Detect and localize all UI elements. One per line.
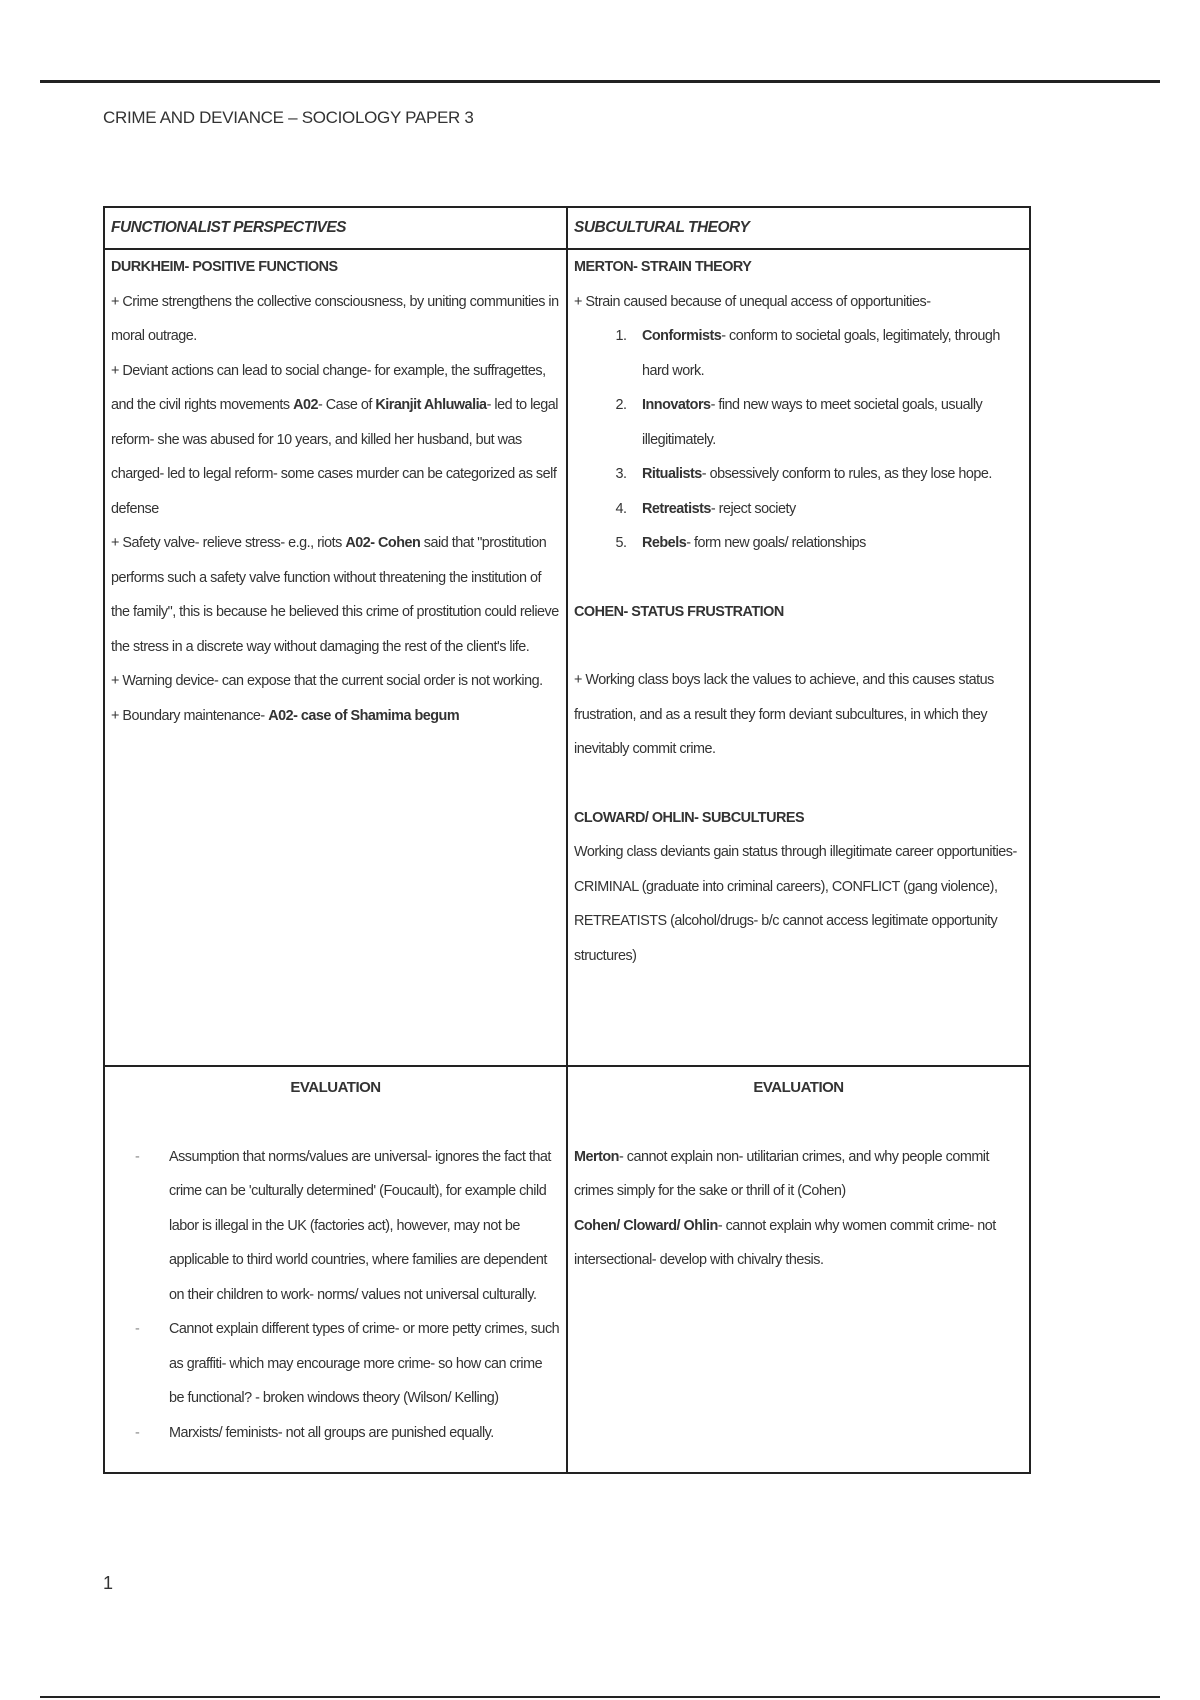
- spacer: [574, 629, 1023, 663]
- subcultural-cell: [567, 249, 1030, 1066]
- case-name: A02- case of Shamima begum: [268, 707, 460, 724]
- text: + Boundary maintenance-: [111, 707, 269, 724]
- merton-evaluation: [574, 1140, 1023, 1209]
- list-item: - Marxists/ feminists- not all groups are punished equally.: [161, 1416, 560, 1451]
- durkheim-heading: DURKHEIM- POSITIVE FUNCTIONS: [111, 259, 338, 275]
- desc: - obsessively conform to rules, as they lose hope.: [701, 466, 992, 482]
- bottom-rule: [40, 1696, 1160, 1698]
- merton-intro: + Strain caused because of unequal access of opportunities-: [574, 293, 931, 310]
- evaluation-title: EVALUATION: [753, 1079, 844, 1096]
- evaluation-title: EVALUATION: [290, 1079, 381, 1096]
- term: Rebels: [642, 535, 687, 551]
- subcultural-header: SUBCULTURAL THEORY: [567, 207, 1030, 249]
- evaluation-row: [104, 1066, 1030, 1473]
- text: - Case of: [317, 397, 376, 413]
- text: + Deviant actions can lead to social change- for example, the suffragettes, and the civil rights movements: [111, 362, 546, 413]
- point-safety-valve: [111, 526, 560, 664]
- case-name: Kiranjit Ahluwalia: [375, 397, 487, 413]
- desc: - find new ways to meet societal goals, usually illegitimately.: [642, 397, 983, 448]
- functionalist-header: FUNCTIONALIST PERSPECTIVES: [104, 207, 567, 249]
- list-item: - Cannot explain different types of crime- or more petty crimes, such as graffiti- which may encourage more crime- so how can crime be functional? - broken windows theory (Wilson/ Kelling): [161, 1312, 560, 1416]
- functionalist-evaluation-cell: [104, 1066, 567, 1473]
- term: Ritualists: [642, 466, 702, 482]
- spacer: [574, 1106, 1023, 1140]
- cohen-text: + Working class boys lack the values to achieve, and this causes status frustration, and as a result they form deviant subcultures, in which they inevitably commit crime.: [574, 672, 994, 757]
- term: Cohen/ Cloward/ Ohlin: [574, 1217, 718, 1234]
- strain-list: [574, 319, 1023, 561]
- spacer: [574, 561, 1023, 595]
- notes-table: [103, 206, 1031, 1474]
- subcultural-evaluation-cell: [567, 1066, 1030, 1473]
- list-item: [630, 388, 1023, 457]
- term: Conformists: [642, 328, 722, 344]
- term: Innovators: [642, 397, 711, 413]
- point-warning-device: + Warning device- can expose that the current social order is not working.: [111, 673, 543, 689]
- term: Retreatists: [642, 500, 711, 517]
- content-row: [104, 249, 1030, 1066]
- cohen-evaluation: [574, 1209, 1023, 1278]
- text: - led to legal reform- she was abused for 10 years, and killed her husband, but was charged- led to legal reform- some cases murder can be categorized as self defense: [111, 397, 558, 517]
- page-title: CRIME AND DEVIANCE – SOCIOLOGY PAPER 3: [103, 108, 474, 127]
- evaluation-list: [111, 1140, 560, 1451]
- desc: - cannot explain why women commit crime- not intersectional- develop with chivalry thesis.: [574, 1217, 996, 1268]
- cloward-heading: CLOWARD/ OHLIN- SUBCULTURES: [574, 809, 805, 826]
- term: Merton: [574, 1148, 619, 1165]
- desc: - reject society: [710, 500, 796, 517]
- page-number: 1: [103, 1573, 114, 1593]
- list-item: [630, 492, 1023, 527]
- cohen-heading: COHEN- STATUS FRUSTRATION: [574, 603, 784, 620]
- ao2-cohen-label: A02- Cohen: [345, 535, 421, 551]
- merton-heading: MERTON- STRAIN THEORY: [574, 259, 752, 275]
- list-item: [630, 319, 1023, 388]
- cloward-text: Working class deviants gain status through illegitimate career opportunities- CRIMINAL (graduate into criminal careers), CONFLICT (gang violence), RETREATISTS (alcohol/drugs- b/c cannot access legitimate opportunity structures): [574, 844, 1017, 964]
- desc: - form new goals/ relationships: [686, 535, 866, 551]
- text: said that "prostitution performs such a safety valve function without threatening the institution of the family", this is because he believed this crime of prostitution could relieve the stress in a discrete way without damaging the rest of the client's life.: [111, 535, 559, 655]
- list-item: [630, 457, 1023, 492]
- spacer: [574, 767, 1023, 801]
- list-item: [630, 526, 1023, 561]
- header-row: [104, 207, 1030, 249]
- desc: - cannot explain non- utilitarian crimes, and why people commit crimes simply for the sake or thrill of it (Cohen): [574, 1148, 990, 1199]
- point-social-change: [111, 354, 560, 527]
- point-collective-consciousness: + Crime strengthens the collective consciousness, by uniting communities in moral outrage.: [111, 293, 559, 344]
- functionalist-cell: [104, 249, 567, 1066]
- list-item: - Assumption that norms/values are universal- ignores the fact that crime can be 'culturally determined' (Foucault), for example child labor is illegal in the UK (factories act), however, may not be applicable to third world countries, where families are dependent on their children to work- norms/ values not universal culturally.: [161, 1140, 560, 1313]
- top-rule: [40, 80, 1160, 83]
- ao2-label: A02: [293, 397, 318, 413]
- point-boundary-maintenance: [111, 699, 560, 734]
- desc: - conform to societal goals, legitimately, through hard work.: [642, 328, 1000, 379]
- text: + Safety valve- relieve stress- e.g., riots: [111, 535, 346, 551]
